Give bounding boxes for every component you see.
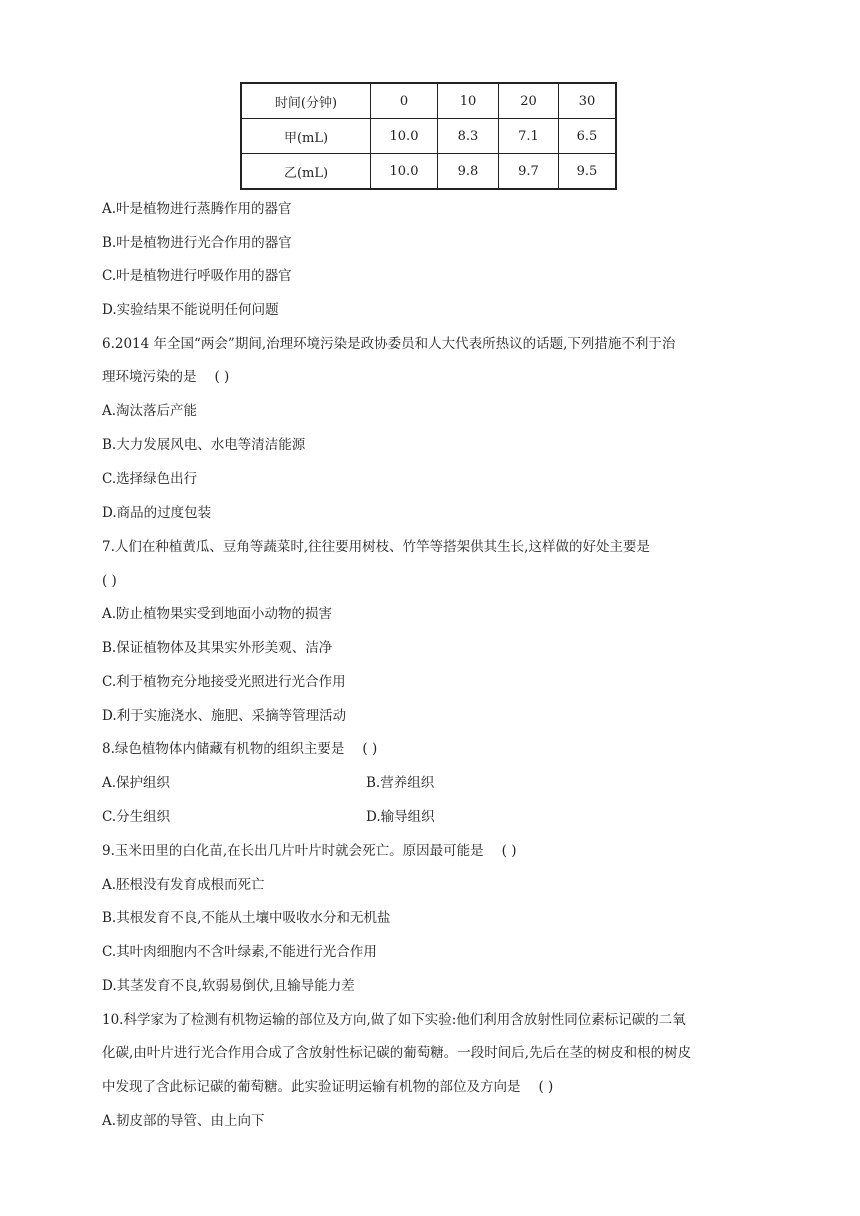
table-cell: 0 [371, 83, 438, 119]
table-cell: 10 [438, 83, 499, 119]
table-cell: 7.1 [499, 119, 559, 154]
q7-stem-line1: 7.人们在种植黄瓜、豆角等蔬菜时,往往要用树枝、竹竿等搭架供其生长,这样做的好处主要是 [102, 539, 650, 555]
q10-stem-line2: 化碳,由叶片进行光合作用合成了含放射性标记碳的葡萄糖。一段时间后,先后在茎的树皮和根的树皮 [102, 1045, 692, 1061]
q8-stem-text: 8.绿色植物体内储藏有机物的组织主要是 [102, 741, 345, 757]
q7-option-d: D.利于实施浇水、施肥、采摘等管理活动 [102, 708, 347, 724]
table-cell: 20 [499, 83, 559, 119]
q10-stem-text: 中发现了含此标记碳的葡萄糖。此实验证明运输有机物的部位及方向是 [102, 1079, 521, 1095]
q6-stem-text: 理环境污染的是 [102, 369, 197, 385]
q7-option-a: A.防止植物果实受到地面小动物的损害 [102, 606, 333, 622]
table-cell: 30 [559, 83, 617, 119]
table-cell: 10.0 [371, 119, 438, 154]
q9-stem [102, 841, 517, 861]
q5-option-c: C.叶是植物进行呼吸作用的器官 [102, 268, 292, 284]
table-cell: 时间(分钟) [241, 83, 371, 119]
data-table [240, 82, 617, 190]
q6-stem-line2 [102, 367, 229, 387]
table-cell: 甲(mL) [241, 119, 371, 154]
table-cell: 乙(mL) [241, 154, 371, 190]
q7-answer-bracket: ( ) [102, 573, 117, 589]
q9-option-a: A.胚根没有发育成根而死亡 [102, 877, 265, 893]
q10-answer-bracket: ( ) [538, 1079, 554, 1095]
q6-option-d: D.商品的过度包装 [102, 505, 212, 521]
q7-option-b: B.保证植物体及其果实外形美观、洁净 [102, 640, 333, 656]
table-cell: 10.0 [371, 154, 438, 190]
q6-option-c: C.选择绿色出行 [102, 471, 198, 487]
q8-option-b: B.营养组织 [366, 775, 435, 791]
q9-option-b: B.其根发育不良,不能从土壤中吸收水分和无机盐 [102, 910, 391, 926]
q9-option-d: D.其茎发育不良,软弱易倒伏,且输导能力差 [102, 978, 355, 994]
q10-option-a: A.韧皮部的导管、由上向下 [102, 1113, 265, 1129]
q9-answer-bracket: ( ) [501, 843, 517, 859]
table-row [241, 154, 616, 190]
table-cell: 9.7 [499, 154, 559, 190]
table-header-row [241, 83, 616, 119]
q9-option-c: C.其叶肉细胞内不含叶绿素,不能进行光合作用 [102, 944, 377, 960]
q6-option-b: B.大力发展风电、水电等清洁能源 [102, 437, 306, 453]
q5-option-a: A.叶是植物进行蒸腾作用的器官 [102, 201, 292, 217]
table-row [241, 119, 616, 154]
q8-stem [102, 739, 377, 759]
table-cell: 6.5 [559, 119, 617, 154]
q7-option-c: C.利于植物充分地接受光照进行光合作用 [102, 674, 346, 690]
table-cell: 8.3 [438, 119, 499, 154]
q8-option-a: A.保护组织 [102, 775, 171, 791]
q10-stem-line1: 10.科学家为了检测有机物运输的部位及方向,做了如下实验:他们利用含放射性同位素标记碳的二氧 [102, 1012, 686, 1028]
q6-answer-bracket: ( ) [214, 369, 230, 385]
q8-option-d: D.输导组织 [366, 809, 435, 825]
q5-option-d: D.实验结果不能说明任何问题 [102, 302, 279, 318]
q6-stem-line1: 6.2014 年全国“两会”期间,治理环境污染是政协委员和人大代表所热议的话题,下列措施不利于治 [102, 336, 676, 352]
table-cell: 9.8 [438, 154, 499, 190]
q8-option-c: C.分生组织 [102, 809, 171, 825]
q6-option-a: A.淘汰落后产能 [102, 403, 198, 419]
q8-answer-bracket: ( ) [362, 741, 378, 757]
q5-option-b: B.叶是植物进行光合作用的器官 [102, 235, 292, 251]
q9-stem-text: 9.玉米田里的白化苗,在长出几片叶片时就会死亡。原因最可能是 [102, 843, 484, 859]
table-cell: 9.5 [559, 154, 617, 190]
q10-stem-line3 [102, 1077, 553, 1097]
